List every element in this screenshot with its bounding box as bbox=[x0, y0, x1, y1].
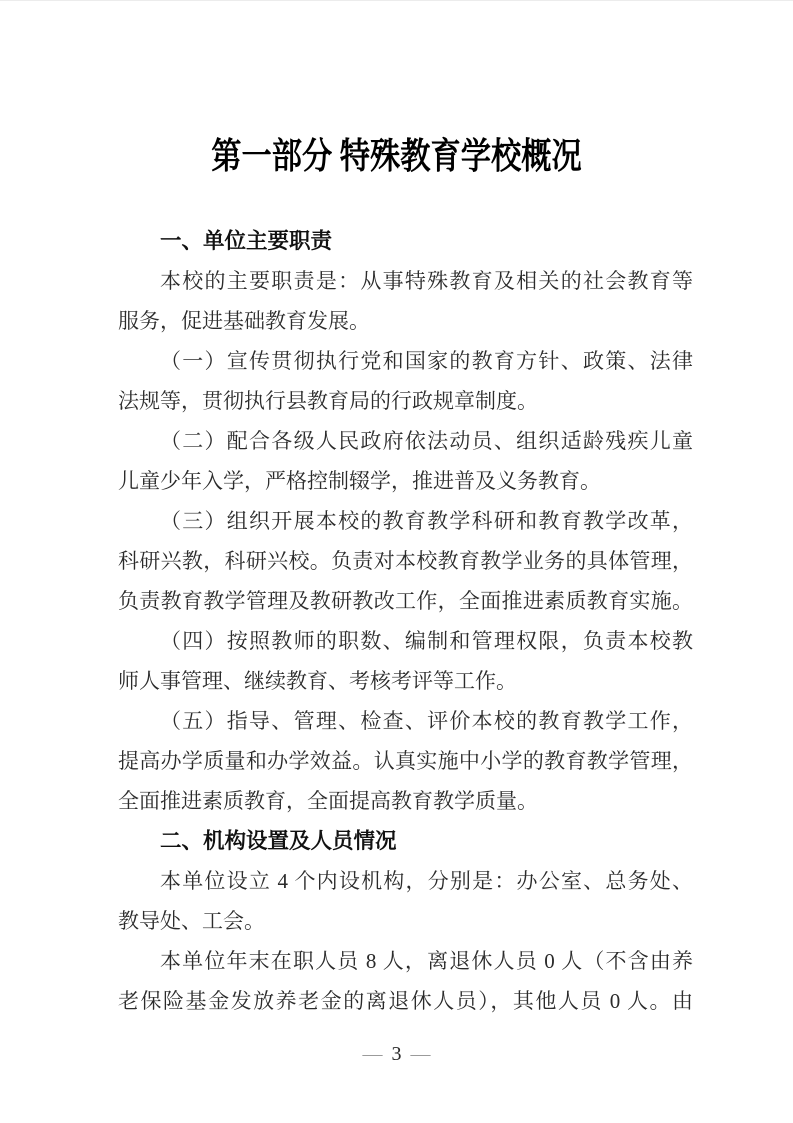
paragraph-line: （一）宣传贯彻执行党和国家的教育方针、政策、法律 bbox=[160, 349, 693, 373]
paragraph-line: 本单位设立 4 个内设机构，分别是：办公室、总务处、 bbox=[160, 869, 693, 893]
document-body bbox=[118, 221, 693, 1021]
paragraph-line: 负责教育教学管理及教研教改工作，全面推进素质教育实施。 bbox=[118, 589, 693, 613]
page-number: 3 bbox=[391, 1043, 402, 1065]
paragraph-line: （五）指导、管理、检查、评价本校的教育教学工作， bbox=[160, 709, 693, 733]
paragraph-line: （二）配合各级人民政府依法动员、组织适龄残疾儿童 bbox=[160, 429, 693, 453]
paragraph-line: 本单位年末在职人员 8 人，离退休人员 0 人（不含由养 bbox=[160, 949, 693, 973]
paragraph-line: （三）组织开展本校的教育教学科研和教育教学改革， bbox=[160, 509, 693, 533]
footer-dash-left: — bbox=[362, 1043, 383, 1065]
document-title: 第一部分 特殊教育学校概况 bbox=[211, 136, 582, 176]
paragraph-line: 本校的主要职责是：从事特殊教育及相关的社会教育等 bbox=[160, 269, 693, 293]
footer-dash-right: — bbox=[410, 1043, 431, 1065]
paragraph-line: 服务，促进基础教育发展。 bbox=[118, 309, 370, 333]
paragraph-line: 师人事管理、继续教育、考核考评等工作。 bbox=[118, 669, 517, 693]
paragraph-line: 教导处、工会。 bbox=[118, 909, 265, 933]
paragraph-line: 老保险基金发放养老金的离退休人员），其他人员 0 人。由 bbox=[118, 989, 693, 1013]
paragraph-line: 全面推进素质教育，全面提高教育教学质量。 bbox=[118, 789, 538, 813]
paragraph-line: 提高办学质量和办学效益。认真实施中小学的教育教学管理， bbox=[118, 749, 693, 773]
paragraph-line: 科研兴教，科研兴校。负责对本校教育教学业务的具体管理， bbox=[118, 549, 693, 573]
page-footer bbox=[0, 1034, 793, 1074]
paragraph-line: 法规等，贯彻执行县教育局的行政规章制度。 bbox=[118, 389, 538, 413]
section-heading: 二、机构设置及人员情况 bbox=[160, 829, 397, 853]
section-heading: 一、单位主要职责 bbox=[160, 229, 333, 253]
paragraph-line: （四）按照教师的职数、编制和管理权限，负责本校教 bbox=[160, 629, 693, 653]
paragraph-line: 儿童少年入学，严格控制辍学，推进普及义务教育。 bbox=[118, 469, 601, 493]
